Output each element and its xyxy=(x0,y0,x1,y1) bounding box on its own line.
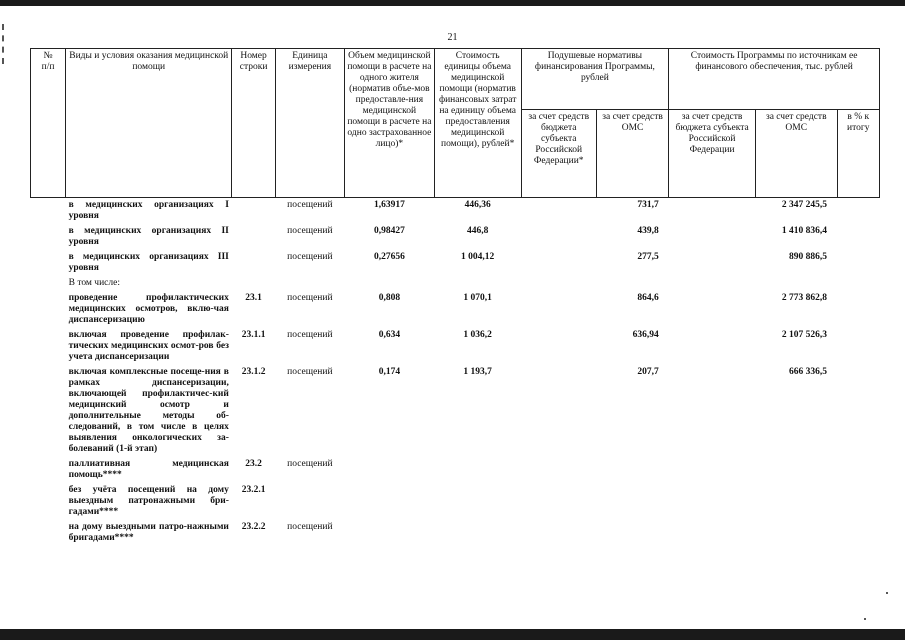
cell-volume xyxy=(344,276,434,291)
cell-unit: посещений xyxy=(287,522,333,532)
cell-prog-budget xyxy=(669,365,756,457)
cell-row-num xyxy=(232,250,275,276)
cell-volume: 0,98427 xyxy=(373,226,405,236)
cell-prog-pct xyxy=(837,224,879,250)
cell-pc-oms: 636,94 xyxy=(632,330,659,340)
cell-desc: паллиативная медицинская помощь**** xyxy=(68,459,229,480)
cell-pc-oms: 207,7 xyxy=(637,367,659,377)
cell-volume: 0,174 xyxy=(378,367,401,377)
cell-pc-oms xyxy=(596,483,668,520)
cell-unit: посещений xyxy=(287,226,333,236)
cell-pc-oms: 864,6 xyxy=(637,293,659,303)
cell-pc-budget xyxy=(521,250,596,276)
header-program-budget: за счет средств бюджета субъекта Российской Федерации xyxy=(669,110,756,198)
cell-num xyxy=(31,291,66,328)
cell-prog-oms: 666 336,5 xyxy=(789,367,828,377)
cell-prog-oms: 2 347 245,5 xyxy=(781,200,828,210)
cell-row-num: 23.1 xyxy=(245,293,262,303)
cell-num xyxy=(31,224,66,250)
cell-unit: посещений xyxy=(287,459,333,469)
table-row xyxy=(31,328,880,365)
cell-prog-oms xyxy=(755,276,837,291)
table-row xyxy=(31,276,880,291)
table-row xyxy=(31,483,880,520)
cell-prog-budget xyxy=(669,328,756,365)
cell-cost: 1 036,2 xyxy=(463,330,492,340)
cell-pc-budget xyxy=(521,224,596,250)
table-row xyxy=(31,365,880,457)
cell-prog-pct xyxy=(837,291,879,328)
cell-cost xyxy=(434,457,521,483)
cell-row-num xyxy=(232,276,275,291)
cell-cost: 1 193,7 xyxy=(463,367,492,377)
header-types: Виды и условия оказания медицинской помощи xyxy=(66,49,232,198)
cell-cost xyxy=(434,276,521,291)
cell-row-num: 23.2 xyxy=(245,459,262,469)
cell-prog-budget xyxy=(669,198,756,225)
cell-prog-budget xyxy=(669,276,756,291)
cell-volume: 1,63917 xyxy=(373,200,405,210)
cell-pc-oms xyxy=(596,520,668,546)
table-row xyxy=(31,250,880,276)
table-row xyxy=(31,224,880,250)
table-row xyxy=(31,198,880,225)
cell-unit: посещений xyxy=(287,293,333,303)
cell-num xyxy=(31,328,66,365)
cell-num xyxy=(31,198,66,225)
header-program-oms: за счет средств ОМС xyxy=(755,110,837,198)
cell-desc: без учёта посещений на дому выездным патронажными бри-гадами**** xyxy=(68,485,229,517)
cell-desc: включая проведение профилак-тических медицинских осмот-ров без учета диспансеризации xyxy=(68,330,229,362)
header-per-capita-budget: за счет средств бюджета субъекта Российской Федерации* xyxy=(521,110,596,198)
cell-cost: 446,8 xyxy=(466,226,489,236)
cell-prog-pct xyxy=(837,457,879,483)
cell-unit: посещений xyxy=(287,367,333,377)
cell-unit: посещений xyxy=(287,330,333,340)
cell-pc-budget xyxy=(521,457,596,483)
cell-volume: 0,634 xyxy=(378,330,401,340)
program-table xyxy=(30,48,880,546)
cell-pc-budget xyxy=(521,483,596,520)
header-num: № п/п xyxy=(31,49,66,198)
cell-pc-oms: 731,7 xyxy=(637,200,659,210)
stray-dot xyxy=(886,592,888,594)
header-program-pct: в % к итогу xyxy=(837,110,879,198)
cell-desc: на дому выездными патро-нажными бригадами**** xyxy=(68,522,229,543)
table-row xyxy=(31,291,880,328)
cell-row-num: 23.1.2 xyxy=(241,367,266,377)
cell-volume: 0,27656 xyxy=(373,252,405,262)
table-row xyxy=(31,520,880,546)
cell-pc-oms xyxy=(596,276,668,291)
cell-row-num: 23.2.1 xyxy=(241,485,266,495)
cell-pc-oms: 277,5 xyxy=(637,252,659,262)
cell-volume xyxy=(344,457,434,483)
cell-prog-pct xyxy=(837,365,879,457)
cell-cost: 1 070,1 xyxy=(463,293,492,303)
cell-desc: в медицинских организациях I уровня xyxy=(68,200,229,221)
cell-volume xyxy=(344,483,434,520)
top-border-bar xyxy=(0,0,905,6)
cell-row-num xyxy=(232,224,275,250)
cell-prog-oms xyxy=(755,483,837,520)
cell-cost xyxy=(434,520,521,546)
cell-pc-budget xyxy=(521,276,596,291)
cell-prog-budget xyxy=(669,291,756,328)
cell-volume: 0,808 xyxy=(378,293,401,303)
cell-volume xyxy=(344,520,434,546)
header-unit: Единица измерения xyxy=(275,49,344,198)
cell-row-num: 23.1.1 xyxy=(241,330,266,340)
cell-prog-pct xyxy=(837,328,879,365)
cell-prog-budget xyxy=(669,457,756,483)
cell-pc-budget xyxy=(521,520,596,546)
cell-desc: в медицинских организациях III уровня xyxy=(68,252,229,273)
cell-prog-pct xyxy=(837,250,879,276)
cell-prog-oms xyxy=(755,457,837,483)
cell-unit: посещений xyxy=(287,200,333,210)
page-number: 21 xyxy=(447,32,458,43)
cell-prog-oms: 2 107 526,3 xyxy=(781,330,828,340)
cell-unit xyxy=(275,276,344,291)
cell-prog-budget xyxy=(669,224,756,250)
cell-cost xyxy=(434,483,521,520)
table-row xyxy=(31,457,880,483)
bottom-border-bar xyxy=(0,629,905,640)
cell-unit: посещений xyxy=(287,252,333,262)
cell-prog-budget xyxy=(669,250,756,276)
cell-row-num xyxy=(232,198,275,225)
header-row-num: Номер строки xyxy=(232,49,275,198)
cell-num xyxy=(31,520,66,546)
cell-desc: в медицинских организациях II уровня xyxy=(68,226,229,247)
header-program-cost: Стоимость Программы по источникам ее финансового обеспечения, тыс. рублей xyxy=(669,49,880,110)
cell-pc-budget xyxy=(521,198,596,225)
cell-prog-oms xyxy=(755,520,837,546)
cell-cost: 1 004,12 xyxy=(461,252,495,262)
left-margin-mark xyxy=(2,24,6,64)
cell-prog-pct xyxy=(837,483,879,520)
cell-row-num: 23.2.2 xyxy=(241,522,266,532)
cell-unit xyxy=(275,483,344,520)
cell-desc: включая комплексные посеще-ния в рамках диспансеризации, включающей профилактичес-кий медицинский осмотр и дополнительные методы об-следований, в том числе в целях выявления онкологических за-болеваний (1-й этап) xyxy=(68,367,229,454)
cell-pc-budget xyxy=(521,365,596,457)
cell-prog-oms: 890 886,5 xyxy=(789,252,828,262)
cell-desc: В том числе: xyxy=(68,278,120,288)
header-cost: Стоимость единицы объема медицинской помощи (норматив финансовых затрат на единицу объема предоставления медицинской помощи), рублей* xyxy=(434,49,521,198)
cell-cost: 446,36 xyxy=(464,200,491,210)
cell-num xyxy=(31,365,66,457)
header-per-capita-oms: за счет средств ОМС xyxy=(596,110,668,198)
header-per-capita: Подушевые нормативы финансирования Программы, рублей xyxy=(521,49,669,110)
cell-pc-budget xyxy=(521,328,596,365)
cell-pc-budget xyxy=(521,291,596,328)
cell-num xyxy=(31,250,66,276)
header-volume: Объем медицинской помощи в расчете на одного жителя (норматив объе-мов предоставле-ния медицинской помощи в расчете на одно застрахованное лицо)* xyxy=(344,49,434,198)
cell-num xyxy=(31,483,66,520)
cell-pc-oms xyxy=(596,457,668,483)
cell-prog-budget xyxy=(669,520,756,546)
cell-prog-pct xyxy=(837,520,879,546)
cell-num xyxy=(31,457,66,483)
stray-dot xyxy=(864,618,866,620)
cell-pc-oms: 439,8 xyxy=(637,226,659,236)
cell-prog-pct xyxy=(837,198,879,225)
cell-prog-oms: 2 773 862,8 xyxy=(781,293,828,303)
cell-num xyxy=(31,276,66,291)
cell-prog-budget xyxy=(669,483,756,520)
cell-prog-oms: 1 410 836,4 xyxy=(781,226,828,236)
cell-prog-pct xyxy=(837,276,879,291)
cell-desc: проведение профилактических медицинских осмотров, вклю-чая диспансеризацию xyxy=(68,293,229,325)
